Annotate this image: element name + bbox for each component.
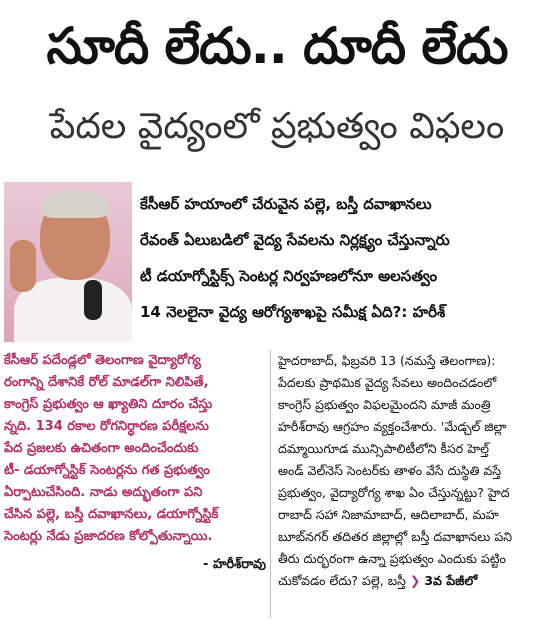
highlight-item: టీ డయాగ్నోస్టిక్స్ సెంటర్ల నిర్వహణలోనూ అలసత్వం: [140, 267, 438, 285]
quote-line: కాంగ్రెస్ ప్రభుత్వం ఆ ఖ్యాతిని దూరం చేస్తు: [4, 397, 213, 412]
quote-line: టీ- డయాగ్నోస్టిక్ సెంటర్లను గత ప్రభుత్వం: [4, 463, 210, 478]
article-line: బూబ్‌నగర్ తదితర జిల్లాల్లో బస్తీ దవాఖానలు పని: [278, 529, 512, 544]
article-line: తీరు దుర్భరంగా ఉన్నా ప్రభుత్వం ఎందుకు పట్టిం: [278, 551, 506, 566]
highlights-list: [140, 186, 550, 330]
quote-line: రంగాన్ని దేశానికే రోల్ మాడల్‌గా నిలిపితే,: [4, 375, 209, 390]
column-divider: [270, 350, 271, 618]
article-body: [278, 350, 550, 626]
microphone-icon: [84, 280, 102, 320]
quote-line: న్నది. 134 రకాల రోగనిర్ధారణ పరీక్షలను: [4, 419, 209, 434]
quote-credit: - హరీశ్‌రావు: [203, 557, 266, 572]
photo-raised-hand: [10, 240, 36, 292]
article-line: కాంగ్రెస్ ప్రభుత్వం విఫలమైందని మాజీ మంత్రి: [278, 397, 491, 412]
article-line: ప్రభుత్వం, వైద్యారోగ్య శాఖ ఏం చేస్తున్నట్టు? హైద: [278, 485, 510, 500]
quote-line: చేసిన పల్లె, బస్తీ దవాఖానలు, డయాగ్నోస్టిక్: [4, 507, 219, 522]
article-line: హరీశ్‌రావు ఆగ్రహం వ్యక్తంచేశారు. 'మేడ్చల్ జిల్లా: [278, 419, 507, 434]
article-line: చుకోవడం లేదు? పల్లె, బస్తీ: [278, 573, 406, 588]
article-line: దమ్మాయిగూడ మున్సిపాలిటీలోని కీసర హెల్త్: [278, 441, 489, 456]
continuation-page: 3వ పేజీలో: [424, 573, 478, 588]
quote-line: కేసీఆర్ పదేండ్లలో తెలంగాణ వైద్యారోగ్య: [4, 353, 201, 368]
quote-line: ఏర్పాటుచేసింది. నాడు అద్భుతంగా పని: [4, 485, 203, 500]
headline: సూదీ లేదు.. దూదీ లేదు: [46, 17, 508, 75]
subheadline: పేదల వైద్యంలో ప్రభుత్వం విఫలం: [49, 106, 505, 147]
article-line: రాబాద్ సహా నిజామాబాద్, ఆదిలాబాద్, మహ: [278, 507, 499, 522]
highlight-item: రేవంత్ ఏలుబడిలో వైద్య సేవలను నిర్లక్ష్యం చేస్తున్నారు: [140, 231, 450, 249]
speaker-photo: [4, 182, 132, 342]
continuation-arrow-icon: ❯: [409, 573, 421, 588]
article-line: అండ్ వెల్‌నెస్ సెంటర్‌కు తాళం వేసే దుస్థితి వస్తే: [278, 463, 501, 478]
highlight-item: కేసీఆర్ హయాంలో చేరువైన పల్లె, బస్తీ దవాఖానలు: [140, 195, 432, 213]
quote-line: సెంటర్లు నేడు ప్రజాదరణ కోల్పోతున్నాయి.: [4, 529, 213, 544]
quote-line: పేద ప్రజలకు ఉచితంగా అందించేందుకు: [4, 441, 199, 456]
pull-quote: [4, 350, 266, 626]
highlight-item: 14 నెలలైనా వైద్య ఆరోగ్యశాఖపై సమీక్ష ఏది?: హరీశ్: [140, 303, 446, 321]
article-line: పేదలకు ప్రాథమిక వైద్య సేవలు అందించడంలో: [278, 375, 497, 390]
article-last-line: [278, 570, 550, 592]
article-line: హైదరాబాద్, ఫిబ్రవరి 13 (నమస్తే తెలంగాణ):: [278, 353, 496, 368]
photo-hair: [42, 190, 108, 218]
